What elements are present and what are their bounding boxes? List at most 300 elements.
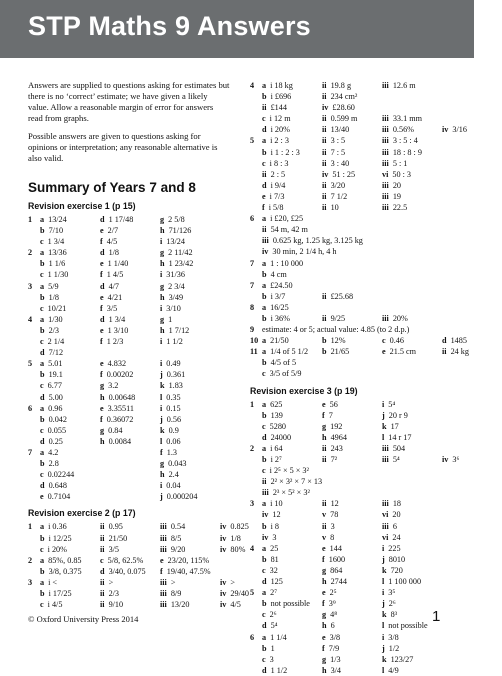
- answer-row: [28, 369, 230, 380]
- answer-cell: iii 22.5: [382, 203, 408, 213]
- exercise-heading: Revision exercise 1 (p 15): [28, 201, 136, 211]
- answer-cell: ii 3/5: [100, 544, 120, 554]
- answer-row: [250, 158, 455, 169]
- answer-cell: iii 0.625 kg, 1.25 kg, 3.125 kg: [262, 236, 363, 246]
- question-number: [250, 598, 262, 609]
- answer-cell: iv 1/8: [220, 533, 241, 543]
- answer-cell: ii £144: [262, 103, 287, 113]
- answer-cell: j 0.361: [160, 370, 186, 380]
- answer-cell: [382, 357, 442, 368]
- answer-cell: [100, 469, 160, 480]
- answer-cell: [322, 258, 382, 269]
- question-number: 6: [28, 403, 33, 413]
- answer-cell: iii 13/20: [160, 600, 190, 610]
- answer-row: [250, 554, 455, 565]
- answer-cell: e 144: [322, 543, 342, 553]
- answer-cell: b 2.8: [40, 459, 59, 469]
- answer-row: [250, 532, 455, 543]
- answer-row: [250, 443, 455, 454]
- answer-cell: iii 33.1 mm: [382, 114, 422, 124]
- question-number: [28, 292, 40, 303]
- answer-cell: l 0.35: [160, 392, 181, 402]
- answer-row: [28, 214, 230, 225]
- answer-cell: k 1.83: [160, 381, 183, 391]
- answer-cell: g 864: [322, 565, 343, 575]
- answer-cell: iv 3/16: [442, 125, 467, 135]
- right-column: [250, 80, 469, 676]
- question-number: [250, 158, 262, 169]
- answer-row: [250, 313, 455, 324]
- answer-cell: c i 8 : 3: [262, 158, 289, 168]
- question-number: 3: [28, 577, 33, 587]
- answer-cell: d 0.648: [40, 481, 67, 491]
- answer-row: [28, 269, 230, 280]
- answer-cell: [382, 258, 442, 269]
- answer-cell: g 0.84: [100, 425, 123, 435]
- answer-row: [250, 346, 469, 357]
- answer-row: [250, 609, 455, 620]
- answer-cell: e 1 3/10: [100, 325, 129, 335]
- question-number: [250, 91, 262, 102]
- answer-cell: l 1 100 000: [382, 577, 422, 587]
- question-number: [28, 544, 40, 555]
- answer-cell: iii >: [160, 577, 176, 587]
- answer-cell: g 2 5/8: [160, 215, 185, 224]
- answer-cell: ii 7²: [322, 455, 338, 464]
- header-band: [0, 0, 474, 58]
- answer-cell: iv 80%: [220, 544, 246, 554]
- answer-cell: ii 3 : 5: [322, 136, 346, 146]
- answer-cell: d i 20%: [262, 125, 290, 135]
- answer-row: [28, 577, 235, 588]
- answer-cell: a 21/50: [262, 336, 289, 346]
- answer-cell: iv 3: [262, 532, 277, 542]
- question-number: [250, 609, 262, 620]
- answer-cell: [382, 368, 442, 379]
- answer-cell: b 139: [262, 410, 283, 420]
- answer-cell: a 1 1/4: [262, 632, 287, 642]
- answer-cell: g 2 3/4: [160, 281, 185, 291]
- answer-row: [28, 521, 249, 532]
- answer-cell: h 71/126: [160, 226, 192, 236]
- answer-row: [28, 491, 230, 502]
- answer-cell: d 1/8: [100, 248, 120, 258]
- question-number: [28, 458, 40, 469]
- answer-row: [250, 487, 455, 498]
- answer-cell: h 2.4: [160, 470, 179, 480]
- answer-cell: c 1 3/4: [40, 237, 65, 247]
- answer-cell: b 0.042: [40, 414, 67, 424]
- question-number: [250, 654, 262, 665]
- answer-cell: k 720: [382, 565, 403, 575]
- question-number: 9: [250, 325, 255, 335]
- answer-row: [250, 335, 467, 346]
- question-number: 7: [250, 280, 255, 290]
- answer-cell: c i 4/5: [40, 600, 63, 610]
- question-number: [250, 313, 262, 324]
- answer-cell: a 13/36: [40, 248, 67, 258]
- answer-cell: ii 2 : 5: [262, 169, 286, 179]
- answer-cell: e 0.7104: [40, 492, 71, 502]
- answer-cell: c 0.02244: [40, 470, 75, 480]
- answer-row: [250, 565, 455, 576]
- answer-row: [250, 80, 455, 91]
- answer-cell: b 4/5 of 5: [262, 358, 297, 368]
- answer-cell: a i 0.36: [40, 522, 67, 532]
- answer-cell: j 0.56: [160, 414, 182, 424]
- answer-cell: i 0.15: [160, 403, 181, 413]
- answer-row: [250, 654, 455, 665]
- answer-cell: i 31/36: [160, 270, 185, 280]
- question-number: [250, 169, 262, 180]
- answer-cell: d i 9/4: [262, 180, 286, 190]
- answer-cell: h 4964: [322, 432, 347, 442]
- answer-row: [28, 325, 230, 336]
- answer-cell: f 0.00202: [100, 370, 134, 380]
- answer-row: [250, 587, 455, 598]
- answer-cell: [322, 368, 382, 379]
- question-number: [250, 124, 262, 135]
- answer-cell: i 13/24: [160, 237, 185, 247]
- answer-cell: [100, 458, 160, 469]
- question-number: [250, 576, 262, 587]
- question-number: [28, 303, 40, 314]
- answer-cell: i 0.04: [160, 481, 181, 491]
- answer-cell: d 7/12: [40, 348, 64, 358]
- question-number: [250, 454, 262, 465]
- answer-cell: c 6.77: [40, 381, 62, 391]
- answer-cell: [382, 213, 442, 224]
- answer-cell: ii 9/25: [322, 313, 346, 323]
- question-number: [28, 588, 40, 599]
- answer-cell: ii 54 m, 42 m: [262, 225, 308, 235]
- answer-cell: iv 0.825: [220, 522, 249, 532]
- answer-row: [250, 598, 455, 609]
- answer-cell: iv 30 min, 2 1/4 h, 4 h: [262, 247, 337, 257]
- answer-cell: a 25: [262, 543, 279, 553]
- answer-row: [250, 410, 455, 421]
- answer-cell: iv 51 : 25: [322, 169, 356, 179]
- question-number: [250, 291, 262, 302]
- answer-cell: f 0.36072: [100, 414, 134, 424]
- answer-cell: l 4/9: [382, 665, 399, 675]
- answer-cell: j 20 r 9: [382, 410, 408, 420]
- answer-cell: f i 5/8: [262, 203, 284, 213]
- right-sections: [250, 80, 469, 676]
- answer-cell: e 3.35511: [100, 403, 134, 413]
- question-number: [250, 554, 262, 565]
- answer-cell: b i 3/7: [262, 291, 286, 301]
- answer-cell: e 4/21: [100, 292, 123, 302]
- answer-cell: iv 4/5: [220, 600, 241, 610]
- question-number: 3: [28, 281, 33, 291]
- answer-cell: a i 64: [262, 443, 283, 453]
- answer-row: [28, 425, 230, 436]
- answer-row: [250, 620, 455, 631]
- answer-cell: [382, 246, 442, 257]
- answer-row: [250, 135, 455, 146]
- answer-cell: [322, 224, 382, 235]
- answer-cell: h 0.0084: [100, 436, 132, 446]
- answer-cell: ii 3/20: [322, 180, 346, 190]
- question-number: 2: [250, 443, 255, 453]
- question-number: [250, 235, 262, 246]
- answer-cell: [382, 235, 442, 246]
- answer-row: [28, 544, 246, 555]
- question-number: [28, 491, 40, 502]
- answer-row: [28, 236, 230, 247]
- answer-row: [250, 91, 455, 102]
- question-number: 11: [250, 347, 258, 357]
- answer-cell: d 5⁴: [262, 621, 278, 631]
- answer-cell: g 192: [322, 421, 343, 431]
- answer-row: [250, 543, 455, 554]
- answer-cell: f 1600: [322, 554, 346, 564]
- answer-cell: ii 234 cm²: [322, 92, 358, 102]
- answer-row: [250, 432, 455, 443]
- answer-cell: d 1 3/4: [100, 314, 126, 324]
- question-number: 2: [28, 248, 33, 258]
- answer-cell: e 56: [322, 399, 338, 409]
- answer-cell: e 1 1/40: [100, 259, 129, 269]
- question-number: 5: [250, 588, 255, 598]
- question-number: [28, 599, 40, 610]
- answer-cell: ii 12: [322, 499, 339, 509]
- answer-cell: b 1: [262, 643, 275, 653]
- answer-row: [28, 588, 250, 599]
- answer-cell: i 1 1/2: [160, 337, 183, 347]
- question-number: [28, 336, 40, 347]
- question-number: [28, 425, 40, 436]
- answer-cell: e 23/20, 115%: [160, 555, 210, 565]
- answer-cell: b 7/10: [40, 226, 64, 236]
- answer-cell: [100, 491, 160, 502]
- answer-cell: l not possible: [382, 621, 428, 631]
- answer-row: [250, 576, 455, 587]
- answer-row: [250, 498, 455, 509]
- answer-cell: v 78: [322, 510, 339, 520]
- answer-cell: [382, 224, 442, 235]
- answer-cell: iii 20: [382, 180, 402, 190]
- answer-cell: v 8: [322, 532, 335, 542]
- answer-cell: f 1.3: [160, 447, 177, 457]
- answer-cell: c i 20%: [40, 544, 67, 554]
- answer-cell: a i 10: [262, 499, 283, 509]
- answer-row: [250, 632, 455, 643]
- answer-cell: [100, 480, 160, 491]
- answer-row: [28, 436, 230, 447]
- answer-row: [250, 269, 455, 280]
- answer-cell: iii 12.6 m: [382, 81, 416, 90]
- answer-cell: [442, 324, 502, 335]
- answer-cell: b i 36%: [262, 313, 290, 323]
- answer-cell: ii 21/50: [100, 533, 128, 543]
- answer-cell: a i £20, £25: [262, 214, 304, 224]
- question-number: 4: [28, 314, 33, 324]
- answer-cell: c i 12 m: [262, 114, 291, 124]
- answer-cell: h 1 23/42: [160, 259, 194, 269]
- answer-cell: vi 50 : 3: [382, 169, 412, 179]
- answer-cell: f 4/5: [100, 237, 118, 247]
- answer-cell: e 3/8: [322, 632, 341, 642]
- answer-cell: b 81: [262, 554, 279, 564]
- answer-cell: c 0.46: [382, 336, 404, 346]
- answer-cell: b 21/65: [322, 347, 350, 357]
- question-number: 5: [28, 359, 33, 369]
- answer-cell: b i 1 : 2 : 3: [262, 147, 300, 157]
- answer-row: [250, 357, 455, 368]
- answer-row: [250, 191, 455, 202]
- question-number: [28, 258, 40, 269]
- question-number: [250, 665, 262, 676]
- answer-cell: d 5.00: [40, 392, 63, 402]
- answer-cell: b 1 1/6: [40, 259, 66, 269]
- answer-row: [28, 469, 230, 480]
- answer-cell: iii 19: [382, 191, 402, 201]
- question-number: 6: [250, 214, 255, 224]
- question-number: 7: [28, 447, 33, 457]
- question-number: [28, 533, 40, 544]
- copyright-footer: © Oxford University Press 2014: [28, 614, 139, 624]
- answer-cell: iii 18 : 8 : 9: [382, 147, 422, 157]
- exercise-heading: Revision exercise 3 (p 19): [250, 385, 358, 396]
- answer-cell: f 3/5: [100, 303, 118, 313]
- answer-cell: j 2⁶: [382, 599, 396, 609]
- answer-cell: d 0.25: [40, 436, 63, 446]
- question-number: 2: [28, 555, 33, 565]
- answer-cell: c 0.055: [40, 425, 67, 435]
- answer-row: [28, 392, 230, 403]
- answer-cell: [322, 269, 382, 280]
- answer-cell: g 4⁸: [322, 610, 338, 620]
- answer-cell: b 3/8, 0.375: [40, 566, 82, 576]
- answer-row: [28, 358, 230, 369]
- question-number: 1: [250, 399, 255, 409]
- answer-cell: iii 5 : 1: [382, 158, 408, 168]
- answer-row: [250, 258, 455, 269]
- answer-cell: a 5.01: [40, 359, 63, 369]
- answer-cell: a 2⁷: [262, 588, 278, 598]
- left-column: [28, 80, 250, 610]
- answer-cell: iv 29/40: [220, 589, 250, 598]
- exercise-heading: Revision exercise 2 (p 17): [28, 508, 136, 519]
- answer-cell: ii 243: [322, 443, 343, 453]
- answer-cell: f 7/9: [322, 643, 340, 653]
- answer-cell: iii 8/5: [160, 533, 182, 543]
- answer-cell: [100, 447, 160, 458]
- intro-paragraph-2: Possible answers are given to questions asking for opinions or interpretation; any reasonable alternative is also valid.: [28, 131, 218, 163]
- answer-cell: iv £28.60: [322, 103, 355, 113]
- answer-cell: [322, 476, 382, 487]
- answer-cell: iv 12: [262, 510, 281, 520]
- answer-cell: j 8010: [382, 554, 406, 564]
- answer-cell: h 1 7/12: [160, 325, 190, 335]
- answer-cell: a 4.2: [40, 447, 59, 457]
- answer-cell: [382, 487, 442, 498]
- answer-row: [250, 113, 455, 124]
- answer-cell: ii 7 1/2: [322, 191, 348, 201]
- answer-cell: a i <: [40, 577, 58, 587]
- question-number: [28, 236, 40, 247]
- answer-cell: i 3/10: [160, 303, 181, 313]
- answer-cell: g 1/3: [322, 654, 341, 664]
- answer-cell: iii 3 : 5 : 4: [382, 136, 418, 146]
- answer-cell: iii 0.54: [160, 522, 186, 532]
- answer-row: [28, 566, 230, 577]
- answer-row: [250, 102, 455, 113]
- answer-cell: h 0.00648: [100, 392, 136, 402]
- answer-cell: ii 2/3: [100, 589, 120, 598]
- answer-cell: [442, 246, 502, 257]
- answer-cell: b 4 cm: [262, 269, 287, 279]
- answer-cell: ii 0.95: [100, 522, 123, 532]
- answer-row: [250, 147, 455, 158]
- answer-cell: iv 3⁶: [442, 455, 460, 464]
- question-number: [250, 368, 262, 379]
- answer-row: [28, 380, 230, 391]
- left-sections: [28, 201, 250, 610]
- question-number: [250, 269, 262, 280]
- answer-row: [28, 599, 241, 610]
- answer-row: [250, 324, 455, 335]
- question-number: [250, 147, 262, 158]
- answer-row: [250, 180, 455, 191]
- answer-cell: a £24.50: [262, 280, 293, 290]
- answer-cell: d 1 17/48: [100, 215, 134, 224]
- answer-cell: [382, 102, 442, 113]
- question-number: 1: [28, 215, 33, 224]
- question-number: [250, 565, 262, 576]
- answer-cell: ii 9/10: [100, 600, 124, 610]
- page-title: STP Maths 9 Answers: [28, 11, 311, 41]
- answer-cell: [382, 91, 442, 102]
- page-number: 1: [432, 608, 441, 625]
- answer-cell: a 1 : 10 000: [262, 258, 304, 268]
- answer-cell: i 5⁴: [382, 399, 396, 409]
- answer-cell: b i 2⁷: [262, 455, 282, 464]
- answer-cell: [322, 213, 382, 224]
- answer-cell: d 1 1/2: [262, 665, 288, 675]
- answer-cell: iii 5⁴: [382, 455, 400, 464]
- question-number: [250, 432, 262, 443]
- question-number: [28, 325, 40, 336]
- answer-row: [28, 314, 230, 325]
- answer-cell: ii 7 : 5: [322, 147, 346, 157]
- answer-cell: iii 0.56%: [382, 125, 414, 135]
- question-number: [28, 480, 40, 491]
- answer-cell: [322, 465, 382, 476]
- answer-cell: d 24000: [262, 432, 292, 442]
- answer-cell: g 3.2: [100, 381, 119, 391]
- answer-row: [250, 454, 460, 465]
- answer-cell: vi 24: [382, 532, 401, 542]
- answer-cell: g 0.043: [160, 459, 187, 469]
- answer-cell: j 0.000204: [160, 492, 198, 502]
- answer-cell: a 625: [262, 399, 283, 409]
- answer-cell: c 32: [262, 565, 278, 575]
- answer-row: [250, 665, 455, 676]
- answer-cell: ii 2² × 3² × 7 × 13: [262, 477, 323, 487]
- answer-cell: b i 17/25: [40, 589, 72, 598]
- answer-cell: iii 9/20: [160, 544, 186, 554]
- answer-row: [250, 291, 455, 302]
- answer-row: [28, 403, 230, 414]
- answer-cell: a 1/30: [40, 314, 63, 324]
- answer-row: [250, 509, 455, 520]
- question-number: [250, 421, 262, 432]
- answer-row: [250, 521, 455, 532]
- answer-cell: iii 20%: [382, 313, 408, 323]
